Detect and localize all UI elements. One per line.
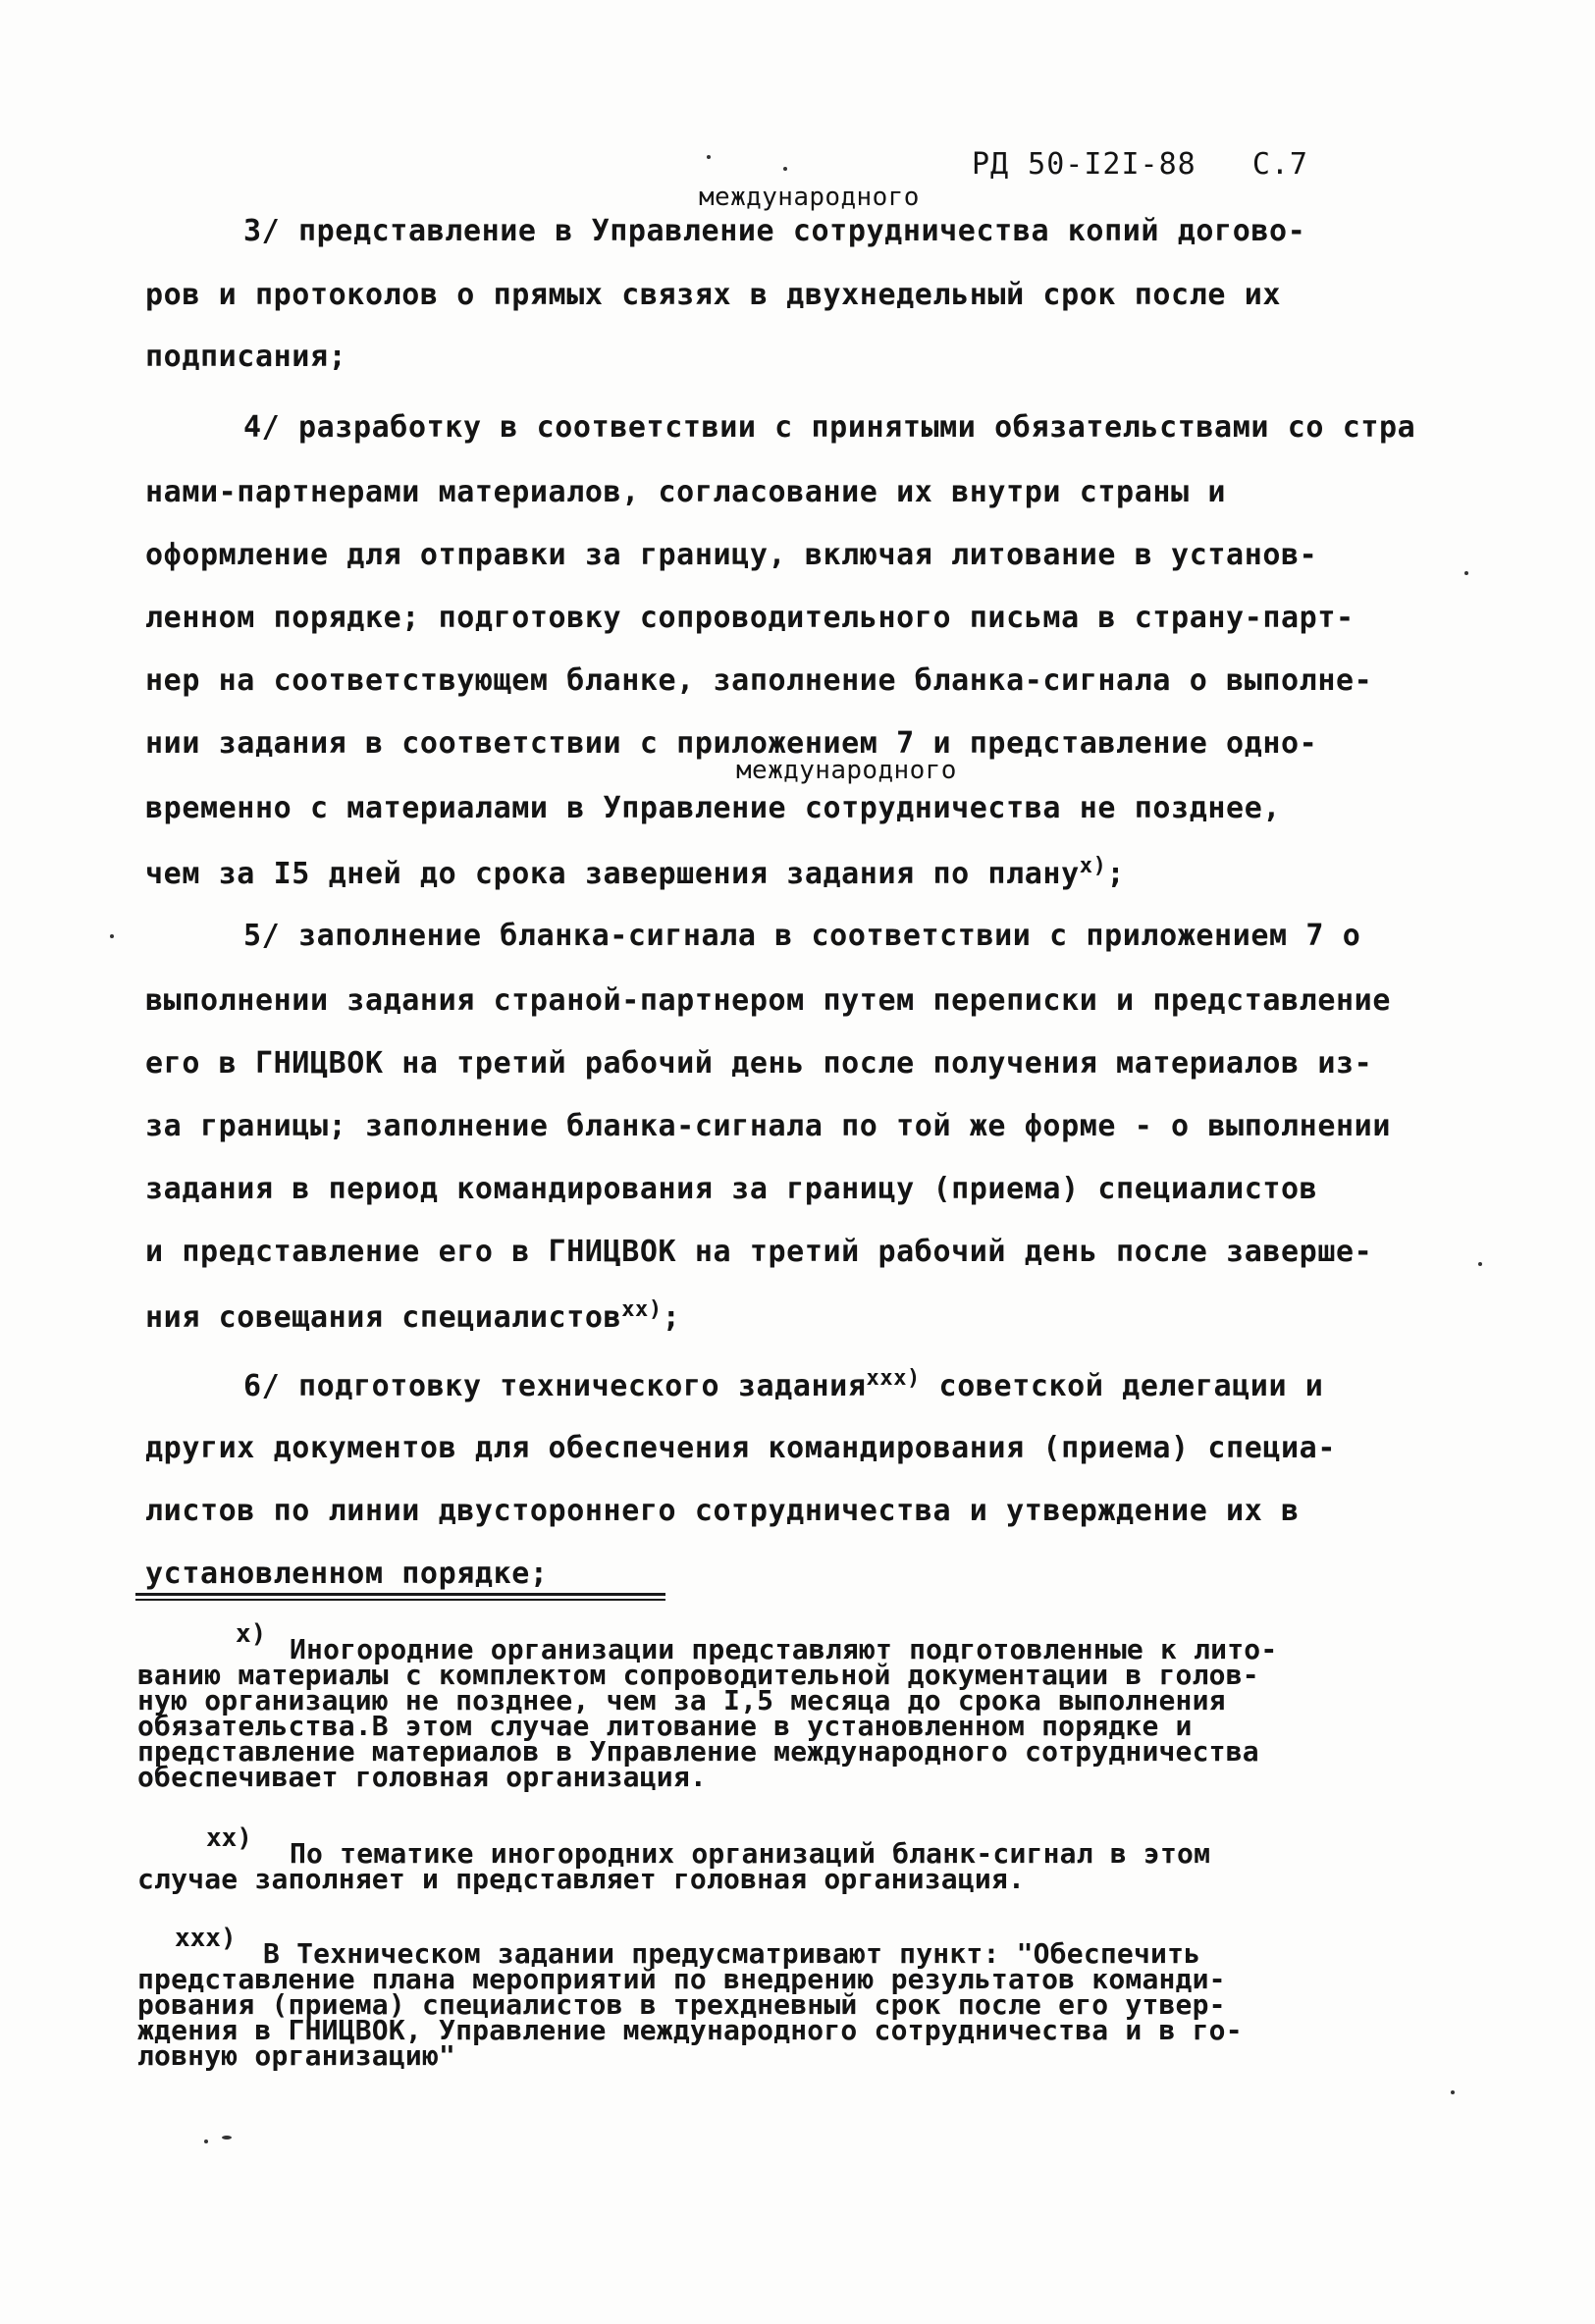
paragraph-line bbox=[145, 1297, 680, 1335]
paragraph-line: 3/ представление в Управление сотрудничества копий догово- bbox=[243, 214, 1306, 248]
paragraph-line: оформление для отправки за границу, включая литование в установ- bbox=[145, 538, 1318, 572]
paragraph-line: 4/ разработку в соответствии с принятыми обязательствами со стра bbox=[243, 410, 1416, 445]
footnote-ref: xxx) bbox=[866, 1366, 921, 1391]
footnote-ref: xx) bbox=[621, 1297, 663, 1322]
scan-speck bbox=[110, 934, 114, 938]
footnote-ref: x) bbox=[1079, 854, 1107, 878]
punctuation: ; bbox=[662, 1300, 681, 1335]
paragraph-line: листов по линии двустороннего сотрудничества и утверждение их в bbox=[145, 1494, 1300, 1528]
scan-speck bbox=[222, 2136, 232, 2139]
paragraph-line: нер на соответствующем бланке, заполнение бланка-сигнала о выполне- bbox=[145, 663, 1373, 698]
footnote-line: представление плана мероприятий по внедрению результатов команди- bbox=[137, 1963, 1226, 1995]
scan-speck bbox=[707, 155, 711, 159]
paragraph-line: нами-партнерами материалов, согласование их внутри страны и bbox=[145, 475, 1227, 509]
footnote-line: ную организацию не позднее, чем за I,5 месяца до срока выполнения bbox=[137, 1684, 1226, 1717]
footnote-line: представление материалов в Управление международного сотрудничества bbox=[137, 1735, 1259, 1768]
footnote-line: обеспечивает головная организация. bbox=[137, 1761, 707, 1793]
footnote-line: В Техническом задании предусматривают пункт: "Обеспечить bbox=[263, 1937, 1201, 1970]
scan-speck bbox=[1451, 2090, 1455, 2094]
paragraph-line: ров и протоколов о прямых связях в двухнедельный срок после их bbox=[145, 278, 1282, 312]
footnote-line: ванию материалы с комплектом сопроводительной документации в голов- bbox=[137, 1659, 1259, 1691]
paragraph-line: за границы; заполнение бланка-сигнала по той же форме - о выполнении bbox=[145, 1109, 1391, 1143]
paragraph-line: выполнении задания страной-партнером путем переписки и представление bbox=[145, 983, 1391, 1018]
footnote-line: По тематике иногородних организаций бланк-сигнал в этом bbox=[290, 1837, 1211, 1870]
footnote-mark: xx) bbox=[206, 1823, 252, 1853]
footnote-line: случае заполняет и представляет головная организация. bbox=[137, 1863, 1026, 1895]
paragraph-text: чем за I5 дней до срока завершения задания по плану bbox=[145, 857, 1080, 891]
paragraph-line: установленном порядке; bbox=[145, 1557, 549, 1591]
scan-speck bbox=[1478, 1262, 1482, 1266]
paragraph-line: 5/ заполнение бланка-сигнала в соответствии с приложением 7 о bbox=[243, 919, 1361, 953]
paragraph-text: 6/ подготовку технического задания bbox=[243, 1369, 867, 1403]
scan-speck bbox=[204, 2139, 208, 2143]
paragraph-line: других документов для обеспечения командирования (приема) специа- bbox=[145, 1431, 1336, 1465]
punctuation: ; bbox=[1106, 857, 1126, 891]
paragraph-line: временно с материалами в Управление сотрудничества не позднее, bbox=[145, 791, 1282, 825]
footnote-line: обязательства.В этом случае литование в установленном порядке и bbox=[137, 1710, 1193, 1742]
page-number: С.7 bbox=[1251, 147, 1308, 182]
footnote-mark: xxx) bbox=[175, 1924, 237, 1953]
document-code: РД 50-I2I-88 bbox=[972, 147, 1196, 182]
footnote-mark: x) bbox=[236, 1619, 267, 1649]
paragraph-line bbox=[243, 1366, 1323, 1403]
footnote-line: ловную организацию" bbox=[137, 2039, 456, 2072]
handwritten-insert: международного bbox=[736, 756, 957, 785]
paragraph-line: задания в период командирования за границу (приема) специалистов bbox=[145, 1172, 1318, 1206]
paragraph-line: подписания; bbox=[145, 340, 347, 374]
footnote-line: рования (приема) специалистов в трехдневный срок после его утвер- bbox=[137, 1988, 1226, 2021]
handwritten-insert: международного bbox=[699, 183, 920, 212]
paragraph-line: ленном порядке; подготовку сопроводительного письма в страну-парт- bbox=[145, 601, 1355, 635]
paragraph-line: его в ГНИЦВОК на третий рабочий день после получения материалов из- bbox=[145, 1046, 1373, 1081]
scan-speck bbox=[1464, 571, 1468, 575]
paragraph-line bbox=[145, 854, 1125, 891]
footnote-line: Иногородние организации представляют подготовленные к лито- bbox=[290, 1633, 1278, 1665]
paragraph-text: ния совещания специалистов bbox=[145, 1300, 622, 1335]
footnote-line: ждения в ГНИЦВОК, Управление международного сотрудничества и в го- bbox=[137, 2014, 1243, 2046]
paragraph-line: и представление его в ГНИЦВОК на третий рабочий день после заверше- bbox=[145, 1235, 1373, 1269]
paragraph-text: советской делегации и bbox=[920, 1369, 1324, 1403]
footnote-separator bbox=[135, 1593, 665, 1596]
paragraph-line: нии задания в соответствии с приложением 7 и представление одно- bbox=[145, 726, 1318, 761]
scan-speck bbox=[783, 167, 787, 171]
footnote-separator bbox=[135, 1599, 665, 1601]
page-header bbox=[972, 147, 1308, 182]
